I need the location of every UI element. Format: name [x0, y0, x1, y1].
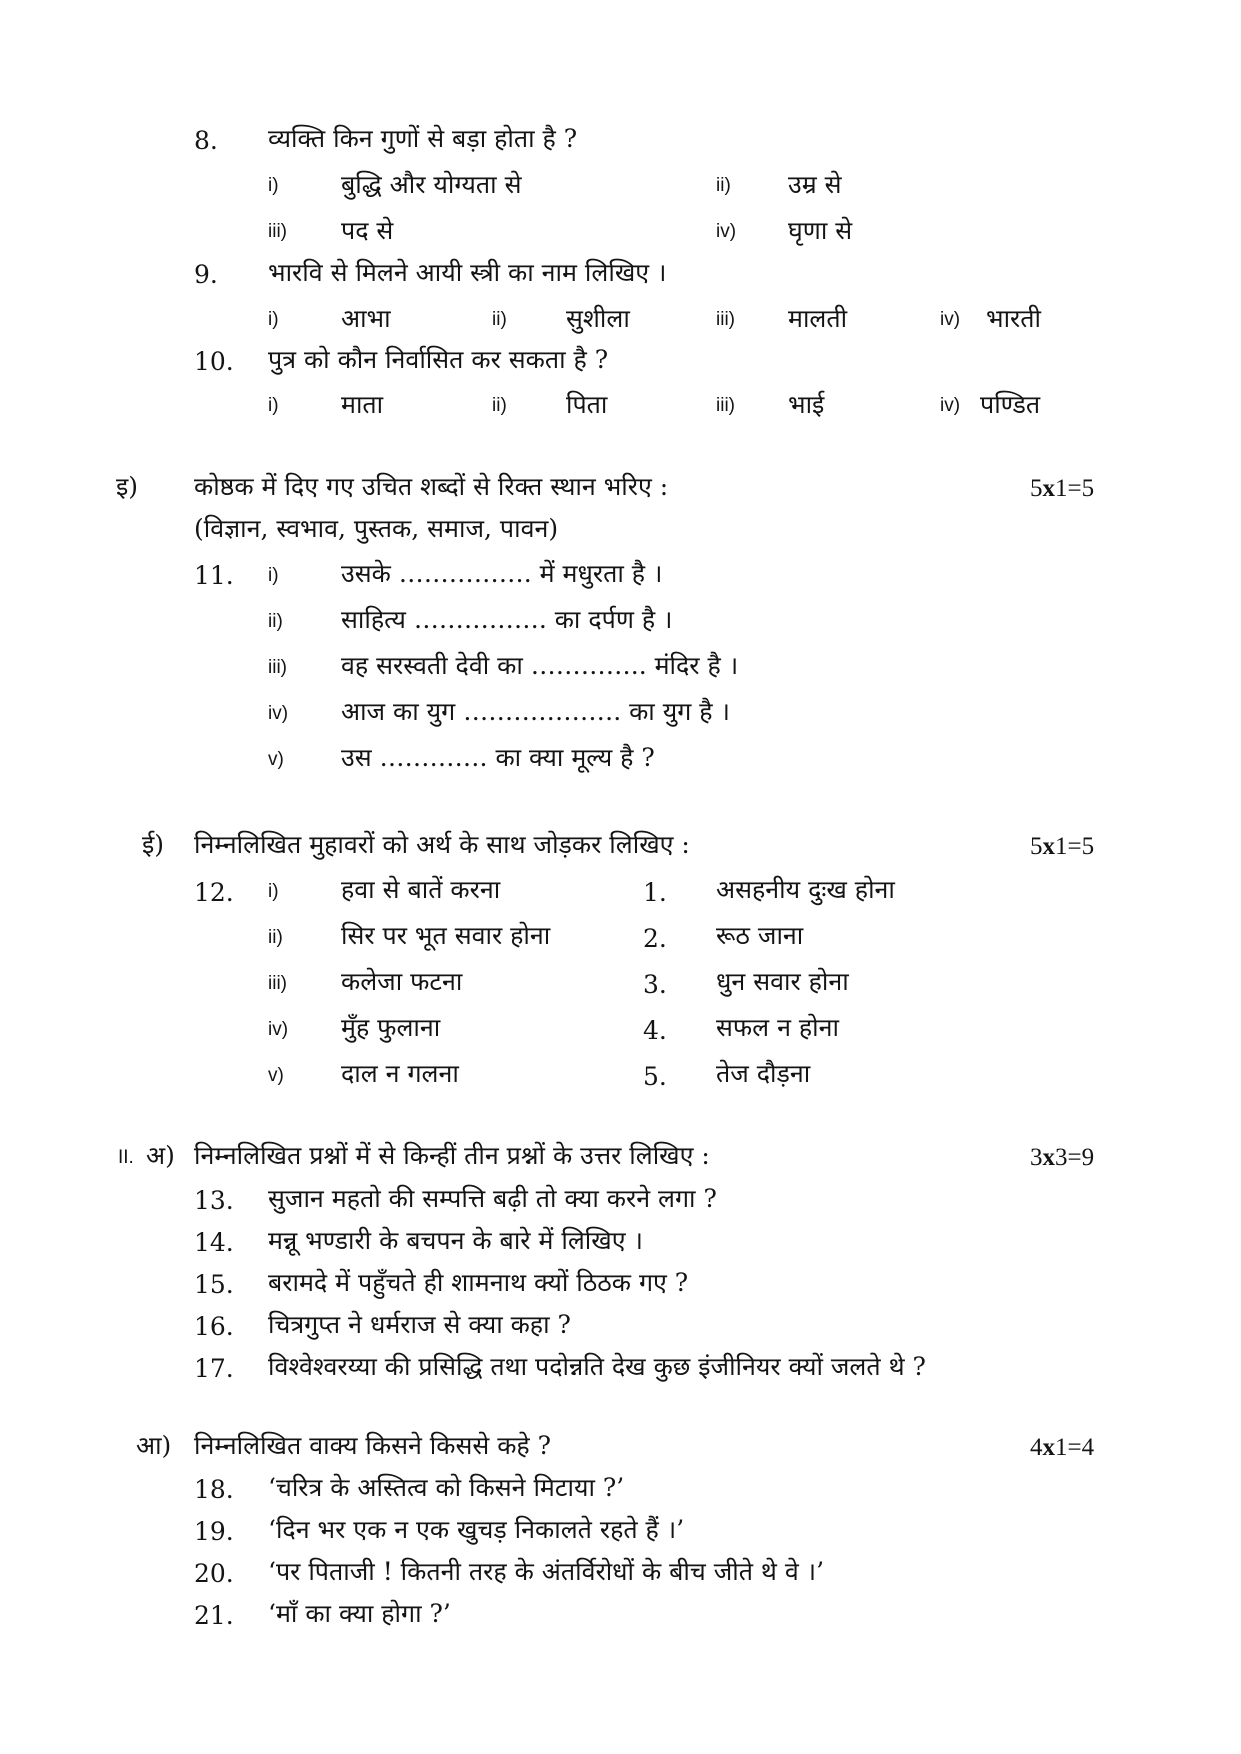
q9-opt3-label: iii) [716, 309, 735, 330]
q10-opt3-text: भाई [788, 390, 825, 419]
q12-row5-idiom: दाल न गलना [341, 1059, 459, 1088]
section-ii-a-marks: 3x3=9 [1030, 1144, 1095, 1171]
q8-opt4-text: घृणा से [788, 216, 853, 245]
q8-opt4-label: iv) [716, 221, 737, 242]
q14-text: मन्नू भण्डारी के बचपन के बारे में लिखिए । [268, 1226, 643, 1255]
q12-row2-label: ii) [268, 927, 283, 948]
q12-row4-label: iv) [268, 1019, 289, 1040]
q12-row5-meaning: तेज दौड़ना [716, 1059, 811, 1088]
q14-number: 14. [194, 1228, 234, 1257]
q9-opt1-label: i) [268, 309, 279, 330]
q8-opt2-text: उम्र से [788, 170, 842, 199]
q20-text: ‘पर पिताजी ! कितनी तरह के अंतर्विरोधों के बीच जीते थे वे ।’ [268, 1557, 825, 1586]
q9-opt2-label: ii) [492, 309, 507, 330]
q19-text: ‘दिन भर एक न एक खुचड़ निकालते रहते हैं ।’ [268, 1515, 685, 1544]
q8-opt3-text: पद से [341, 216, 394, 245]
q9-opt4-text: भारती [986, 304, 1042, 333]
q11-item4-label: iv) [268, 703, 289, 724]
q11-item5-text: उस …………. का क्या मूल्य है ? [341, 743, 655, 772]
q8-number: 8. [194, 126, 218, 155]
section-ee-label: ई) [142, 830, 165, 859]
section-ii-a-label: अ) [146, 1141, 175, 1170]
q12-row1-meaning: असहनीय दुःख होना [716, 875, 895, 904]
q10-opt2-text: पिता [566, 390, 608, 419]
q8-opt3-label: iii) [268, 221, 287, 242]
q9-opt2-text: सुशीला [566, 304, 630, 333]
q11-item2-label: ii) [268, 611, 283, 632]
q9-opt3-text: मालती [788, 304, 848, 333]
q12-row5-number: 5. [643, 1062, 667, 1091]
section-e-marks: 5x1=5 [1030, 475, 1095, 502]
q8-text: व्यक्ति किन गुणों से बड़ा होता है ? [268, 124, 578, 153]
section-e-title: कोष्ठक में दिए गए उचित शब्दों से रिक्त स्थान भरिए : [194, 472, 669, 501]
q12-row1-label: i) [268, 881, 279, 902]
section-ii-a-title: निम्नलिखित प्रश्नों में से किन्हीं तीन प्रश्नों के उत्तर लिखिए : [194, 1141, 710, 1170]
q11-item5-label: v) [268, 749, 284, 770]
q17-text: विश्वेश्वरय्या की प्रसिद्धि तथा पदोन्नति देख कुछ इंजीनियर क्यों जलते थे ? [268, 1352, 926, 1381]
q12-row4-number: 4. [643, 1016, 667, 1045]
q16-text: चित्रगुप्त ने धर्मराज से क्या कहा ? [268, 1310, 571, 1339]
q8-opt1-label: i) [268, 175, 279, 196]
q10-text: पुत्र को कौन निर्वासित कर सकता है ? [268, 345, 609, 374]
q19-number: 19. [194, 1517, 234, 1546]
q11-item1-label: i) [268, 565, 279, 586]
q12-row5-label: v) [268, 1065, 284, 1086]
q8-opt1-text: बुद्धि और योग्यता से [341, 170, 522, 199]
q10-opt2-label: ii) [492, 395, 507, 416]
section-aa-marks: 4x1=4 [1030, 1434, 1095, 1461]
q12-row2-number: 2. [643, 924, 667, 953]
q11-item3-text: वह सरस्वती देवी का ………….. मंदिर है । [341, 651, 739, 680]
q16-number: 16. [194, 1312, 234, 1341]
q12-row2-meaning: रूठ जाना [716, 921, 804, 950]
section-ii-roman: II. [118, 1147, 134, 1168]
q11-item4-text: आज का युग ………………. का युग है । [341, 697, 730, 726]
section-e-label: इ) [116, 472, 139, 501]
q10-opt3-label: iii) [716, 395, 735, 416]
q12-row4-meaning: सफल न होना [716, 1013, 839, 1042]
q12-row3-number: 3. [643, 970, 667, 999]
q11-item1-text: उसके ……………. में मधुरता है । [341, 559, 663, 588]
q12-row3-label: iii) [268, 973, 287, 994]
q12-row1-idiom: हवा से बातें करना [341, 875, 501, 904]
q12-row4-idiom: मुँह फुलाना [341, 1013, 441, 1042]
q10-opt4-label: iv) [940, 395, 961, 416]
q13-number: 13. [194, 1186, 234, 1215]
q11-item3-label: iii) [268, 657, 287, 678]
q10-number: 10. [194, 347, 234, 376]
section-ee-title: निम्नलिखित मुहावरों को अर्थ के साथ जोड़कर लिखिए : [194, 830, 690, 859]
q12-row3-idiom: कलेजा फटना [341, 967, 463, 996]
q10-opt4-text: पण्डित [980, 390, 1041, 419]
q8-opt2-label: ii) [716, 175, 731, 196]
section-e-word-list: (विज्ञान, स्वभाव, पुस्तक, समाज, पावन) [194, 514, 559, 543]
section-aa-label: आ) [136, 1431, 172, 1460]
section-ee-marks: 5x1=5 [1030, 833, 1095, 860]
q9-opt4-label: iv) [940, 309, 961, 330]
q15-number: 15. [194, 1270, 234, 1299]
q11-number: 11. [194, 561, 234, 590]
q18-text: ‘चरित्र के अस्तित्व को किसने मिटाया ?’ [268, 1473, 625, 1502]
q21-number: 21. [194, 1601, 234, 1630]
q9-number: 9. [194, 260, 218, 289]
q10-opt1-text: माता [341, 390, 384, 419]
q17-number: 17. [194, 1354, 234, 1383]
q20-number: 20. [194, 1559, 234, 1588]
q15-text: बरामदे में पहुँचते ही शामनाथ क्यों ठिठक गए ? [268, 1268, 689, 1297]
section-aa-title: निम्नलिखित वाक्य किसने किससे कहे ? [194, 1431, 552, 1460]
q12-row3-meaning: धुन सवार होना [716, 967, 849, 996]
q9-opt1-text: आभा [341, 304, 391, 333]
q18-number: 18. [194, 1475, 234, 1504]
q10-opt1-label: i) [268, 395, 279, 416]
q12-number: 12. [194, 878, 234, 907]
q13-text: सुजान महतो की सम्पत्ति बढ़ी तो क्या करने लगा ? [268, 1184, 717, 1213]
q12-row1-number: 1. [643, 878, 667, 907]
q21-text: ‘माँ का क्या होगा ?’ [268, 1599, 451, 1628]
q9-text: भारवि से मिलने आयी स्त्री का नाम लिखिए । [268, 258, 667, 287]
q12-row2-idiom: सिर पर भूत सवार होना [341, 921, 551, 950]
q11-item2-text: साहित्य ……………. का दर्पण है । [341, 605, 673, 634]
